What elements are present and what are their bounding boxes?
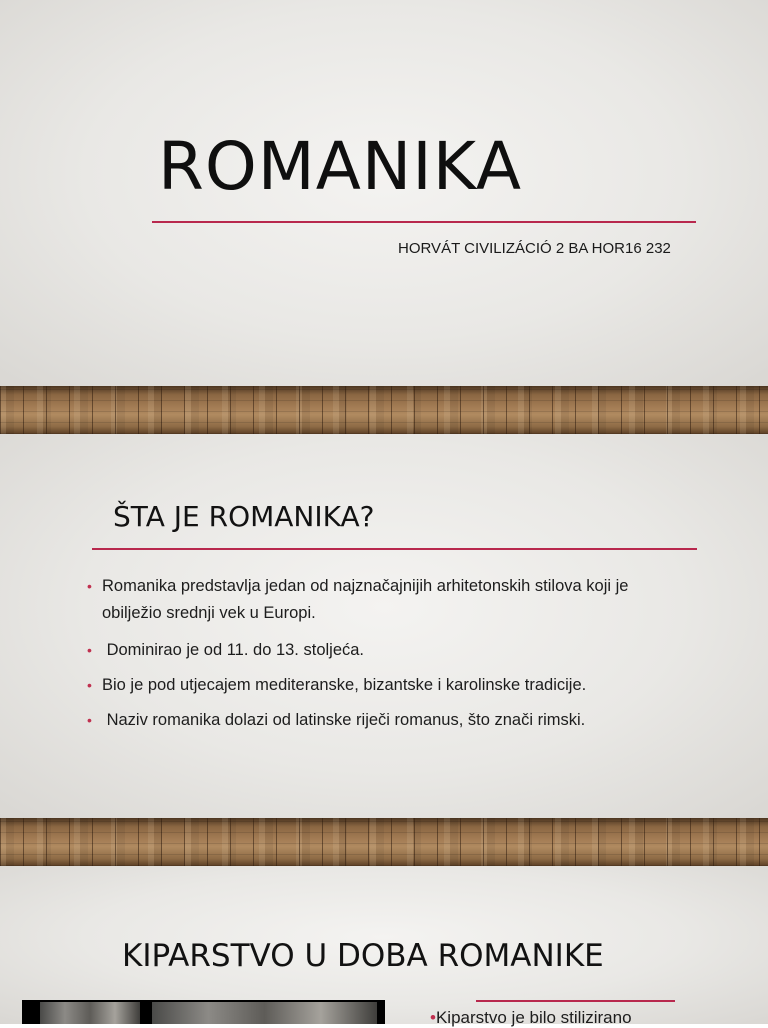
bullet-dot: •: [87, 677, 92, 693]
bullet-dot: •: [87, 642, 92, 658]
slide-1-subtitle: HORVÁT CIVILIZÁCIÓ 2 BA HOR16 232: [398, 240, 671, 257]
bullet-dot: •: [430, 1008, 436, 1027]
title-divider: [152, 221, 696, 223]
bullet-dot: •: [87, 712, 92, 728]
slide-3-title: KIPARSTVO U DOBA ROMANIKE: [122, 938, 604, 974]
slide-1: [0, 0, 768, 386]
bullet-item: • Naziv romanika dolazi od latinske riječi romanus, što znači rimski.: [87, 707, 687, 734]
bullet-item: •Kiparstvo je bilo stilizirano: [430, 1008, 632, 1027]
wood-floor-divider: [0, 386, 768, 434]
bullet-item: • Bio je pod utjecajem mediteranske, bizantske i karolinske tradicije.: [87, 672, 687, 699]
sculpture-photo: [22, 1000, 385, 1024]
bullet-item: • Romanika predstavlja jedan od najznačajnijih arhitetonskih stilova koji je obilježio srednji vek u Europi.: [87, 573, 687, 627]
slide-2-title: ŠTA JE ROMANIKA?: [113, 500, 375, 533]
slide-1-title: ROMANIKA: [158, 128, 523, 205]
side-divider: [476, 1000, 675, 1002]
wood-floor-divider: [0, 818, 768, 866]
title-divider: [92, 548, 697, 550]
bullet-item: • Dominirao je od 11. do 13. stoljeća.: [87, 637, 687, 664]
bullet-dot: •: [87, 578, 92, 594]
